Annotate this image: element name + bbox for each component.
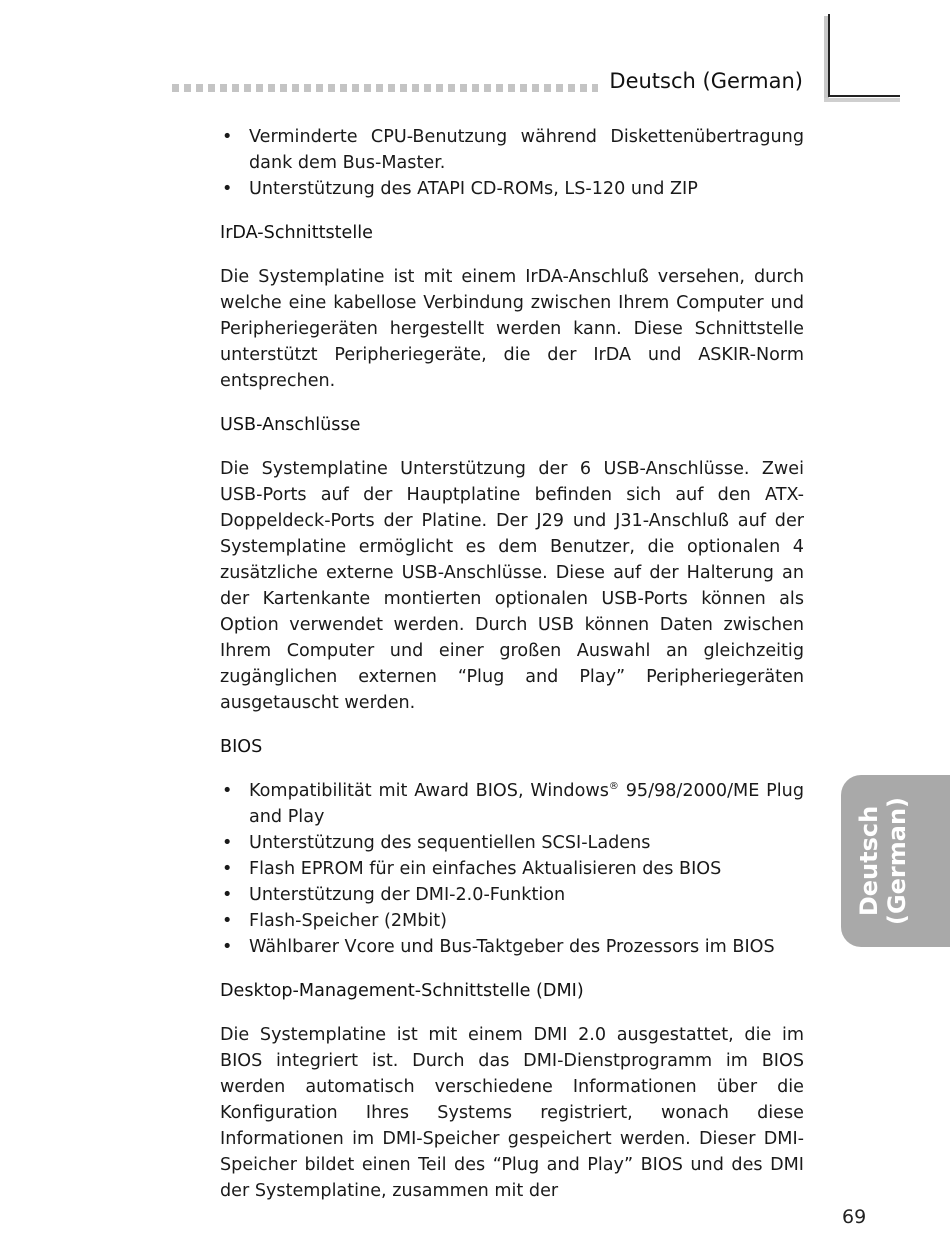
list-item: • Unterstützung des ATAPI CD-ROMs, LS-120 und ZIP bbox=[220, 176, 804, 202]
list-item: • Unterstützung der DMI-2.0-Funktion bbox=[220, 882, 804, 908]
side-tab-line-2: (German) bbox=[883, 796, 911, 926]
list-item: • Flash-Speicher (2Mbit) bbox=[220, 908, 804, 934]
page-content bbox=[220, 124, 804, 1204]
list-item-text: 95/98/2000/ME Plug and Play bbox=[249, 781, 804, 827]
section-heading-irda: IrDA-Schnittstelle bbox=[220, 223, 373, 243]
paragraph-usb: Die Systemplatine Unterstützung der 6 USB-Anschlüsse. Zwei USB-Ports auf der Hauptplatine befinden sich auf den ATX-Doppeldeck-Ports der Platine. Der J29 und J31-Anschluß auf der Systemplatine ermöglicht es dem Benutzer, die optionalen 4 zusätzliche externe USB-Anschlüsse. Diese auf der Halterung an der Kartenkante montierten optionalen USB-Ports können als Option verwendet werden. Durch USB können Daten zwischen Ihrem Computer und einer großen Auswahl an gleichzeitig zugänglichen externen “Plug and Play” Peripheriegeräten ausgetauscht werden. bbox=[220, 459, 804, 713]
paragraph-dmi: Die Systemplatine ist mit einem DMI 2.0 ausgestattet, die im BIOS integriert ist. Durch das DMI-Dienstprogramm im BIOS werden automatisch verschiedene Informationen über die Konfiguration Ihres Systems registriert, wonach diese Informationen im DMI-Speicher gespeichert werden. Dieser DMI-Speicher bildet einen Teil des “Plug and Play” BIOS und des DMI der Systemplatine, zusammen mit der bbox=[220, 1025, 804, 1201]
header-dotted-rule bbox=[172, 84, 598, 92]
section-heading-bios: BIOS bbox=[220, 737, 263, 757]
bios-bullet-list bbox=[220, 778, 804, 960]
header-title: Deutsch (German) bbox=[609, 69, 803, 93]
list-item: • Wählbarer Vcore und Bus-Taktgeber des Prozessors im BIOS bbox=[220, 934, 804, 960]
list-item bbox=[220, 778, 804, 830]
language-side-tab-label bbox=[855, 797, 911, 925]
paragraph-irda: Die Systemplatine ist mit einem IrDA-Anschluß versehen, durch welche eine kabellose Verbindung zwischen Ihrem Computer und Peripheriegeräten hergestellt werden kann. Diese Schnittstelle unterstützt Peripheriegeräte, die der IrDA und ASKIR-Norm entsprechen. bbox=[220, 267, 804, 391]
section-heading-dmi: Desktop-Management-Schnittstelle (DMI) bbox=[220, 981, 584, 1001]
list-item-text: Kompatibilität mit Award BIOS, Windows bbox=[249, 781, 609, 801]
page-number: 69 bbox=[842, 1206, 867, 1228]
corner-mark-vertical bbox=[828, 14, 830, 96]
corner-mark-horizontal bbox=[828, 95, 900, 97]
list-item: • Unterstützung des sequentiellen SCSI-Ladens bbox=[220, 830, 804, 856]
registered-mark: ® bbox=[608, 781, 619, 793]
intro-bullet-list bbox=[220, 124, 804, 202]
list-item: • Flash EPROM für ein einfaches Aktualisieren des BIOS bbox=[220, 856, 804, 882]
corner-mark-shadow-horizontal bbox=[824, 98, 900, 102]
side-tab-line-1: Deutsch bbox=[855, 805, 883, 917]
list-item: • Verminderte CPU-Benutzung während Diskettenübertragung dank dem Bus-Master. bbox=[220, 124, 804, 176]
section-heading-usb: USB-Anschlüsse bbox=[220, 415, 361, 435]
